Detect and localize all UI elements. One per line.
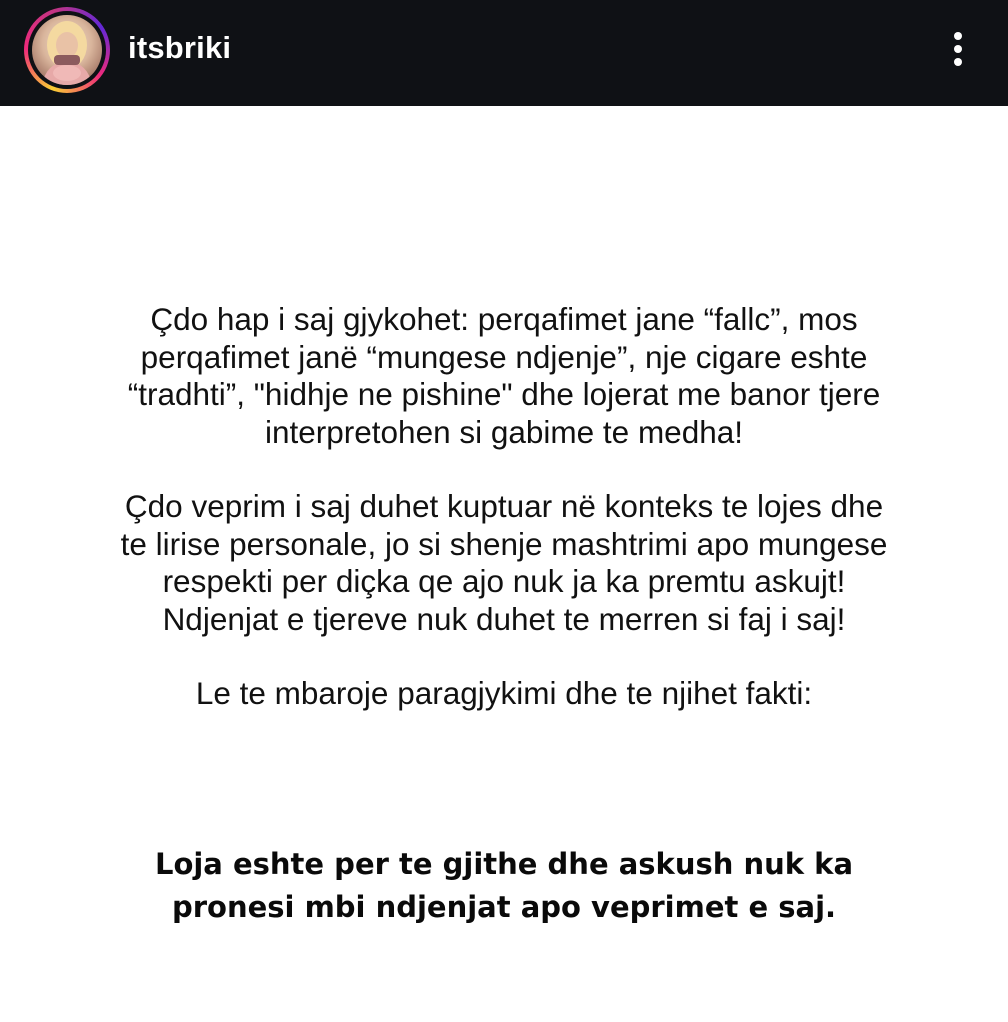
text-line: perqafimet janë “mungese ndjenje”, nje cigare eshte	[140, 338, 868, 375]
text-line: Çdo hap i saj gjykohet: perqafimet jane “fallc”, mos	[150, 301, 858, 337]
text-line: Loja eshte per te gjithe dhe askush nuk ka	[154, 847, 854, 881]
more-options-button[interactable]	[940, 26, 976, 72]
text-line: Le te mbaroje paragjykimi dhe te njihet fakti:	[195, 675, 813, 711]
post-header	[0, 0, 1008, 106]
more-vertical-icon-dot	[954, 45, 962, 53]
text-paragraph-3	[40, 675, 968, 713]
more-vertical-icon-dot	[954, 58, 962, 66]
post-image[interactable]	[0, 106, 1008, 1022]
avatar-ring-gap	[28, 11, 106, 89]
text-line: “tradhti”, "hidhje ne pishine" dhe lojerat me banor tjere	[127, 376, 881, 412]
text-line: respekti per diçka qe ajo nuk ja ka premtu askujt!	[162, 563, 846, 599]
avatar[interactable]	[32, 15, 102, 85]
story-ring[interactable]	[24, 7, 110, 93]
profile-photo-avatar-icon	[32, 15, 102, 85]
text-line: interpretohen si gabime te medha!	[264, 413, 744, 450]
text-paragraph-2	[40, 488, 968, 638]
text-paragraph-1	[40, 301, 968, 451]
text-line: te lirise personale, jo si shenje mashtrimi apo mungese	[120, 525, 888, 562]
text-line: Çdo veprim i saj duhet kuptuar në konteks te lojes dhe	[124, 488, 884, 524]
conclusion-text	[40, 843, 968, 929]
text-line: Ndjenjat e tjereve nuk duhet te merren si faj i saj!	[162, 600, 846, 637]
username-link[interactable]: itsbriki	[128, 30, 232, 65]
more-vertical-icon	[954, 32, 962, 40]
text-line: pronesi mbi ndjenjat apo veprimet e saj.	[171, 890, 837, 924]
